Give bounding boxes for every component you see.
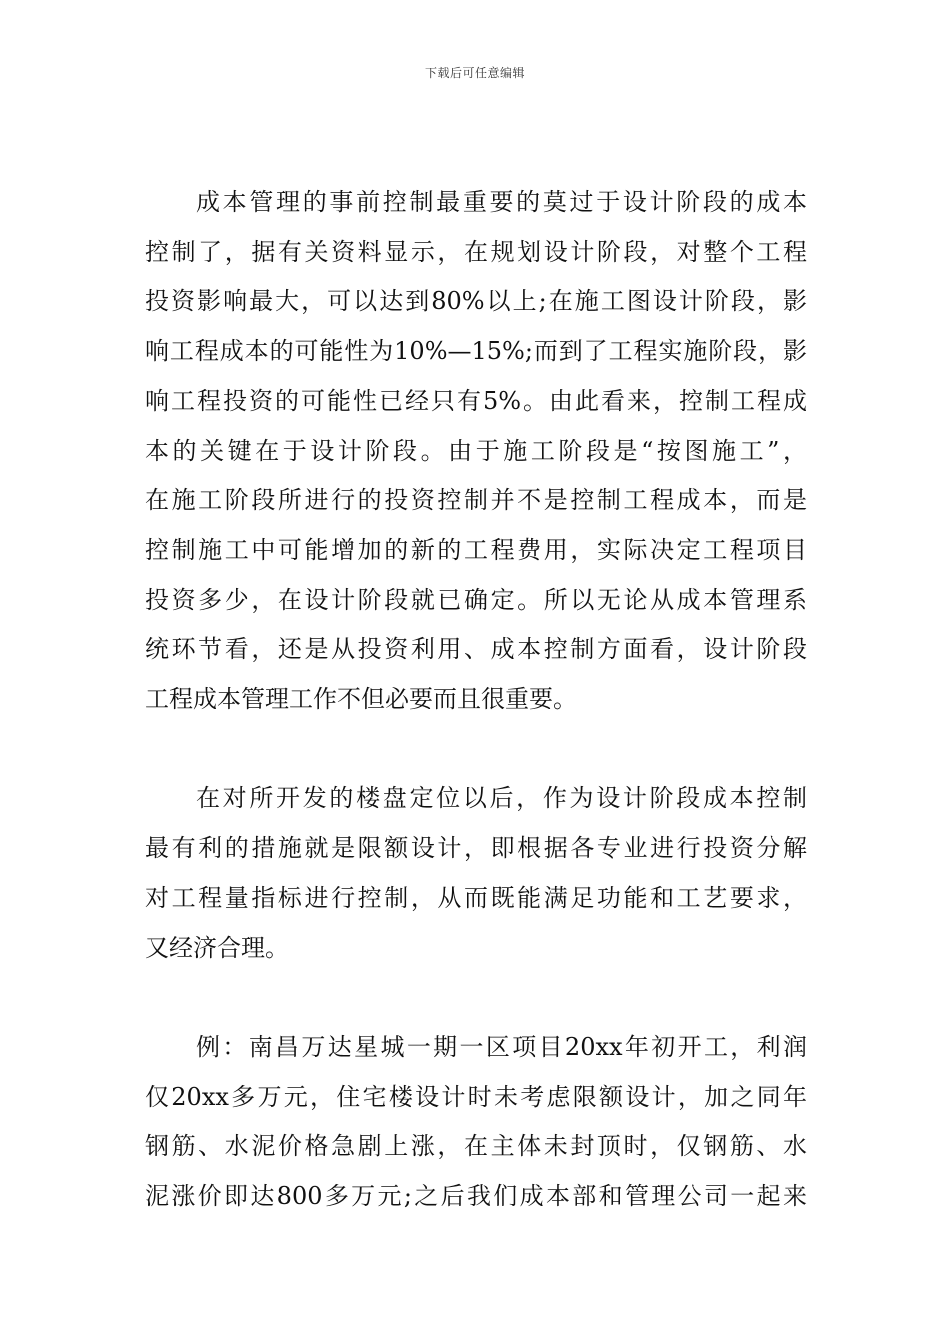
text-line: 工程成本管理工作不但必要而且很重要。 [145,685,577,714]
text-line: 又经济合理。 [145,933,289,962]
text-line: 成本管理的事前控制最重要的莫过于设计阶段的成本 [196,188,807,216]
text-line: 投资影响最大，可以达到80%以上;在施工图设计阶段，影 [145,287,807,316]
paragraph-design-stage-cost [145,178,807,725]
page-header-note: 下载后可任意编辑 [424,66,525,80]
text-line: 控制施工中可能增加的新的工程费用，实际决定工程项目 [145,535,807,564]
text-line: 例：南昌万达星城一期一区项目20xx年初开工，利润 [196,1032,807,1061]
text-line: 控制了，据有关资料显示，在规划设计阶段，对整个工程 [145,237,807,266]
paragraph-gap [145,973,807,1023]
text-line: 统环节看，还是从投资利用、成本控制方面看，设计阶段 [145,635,807,664]
text-line: 在对所开发的楼盘定位以后，作为设计阶段成本控制 [196,784,807,813]
text-line: 本的关键在于设计阶段。由于施工阶段是“按图施工”， [145,436,807,465]
text-line: 泥涨价即达800多万元;之后我们成本部和管理公司一起来 [145,1182,807,1211]
document-body [145,178,807,1222]
paragraph-gap [145,725,807,775]
text-line: 投资多少，在设计阶段就已确定。所以无论从成本管理系 [145,585,807,614]
text-line: 响工程成本的可能性为10%—15%;而到了工程实施阶段，影 [145,337,807,366]
text-line: 仅20xx多万元，住宅楼设计时未考虑限额设计，加之同年 [145,1082,807,1111]
text-line: 在施工阶段所进行的投资控制并不是控制工程成本，而是 [145,486,807,515]
text-line: 对工程量指标进行控制，从而既能满足功能和工艺要求， [145,883,807,912]
text-line: 最有利的措施就是限额设计，即根据各专业进行投资分解 [145,834,807,863]
text-line: 响工程投资的可能性已经只有5%。由此看来，控制工程成 [145,386,807,415]
paragraph-quota-design [145,774,807,973]
paragraph-example [145,1023,807,1222]
text-line: 钢筋、水泥价格急剧上涨，在主体未封顶时，仅钢筋、水 [145,1132,807,1161]
